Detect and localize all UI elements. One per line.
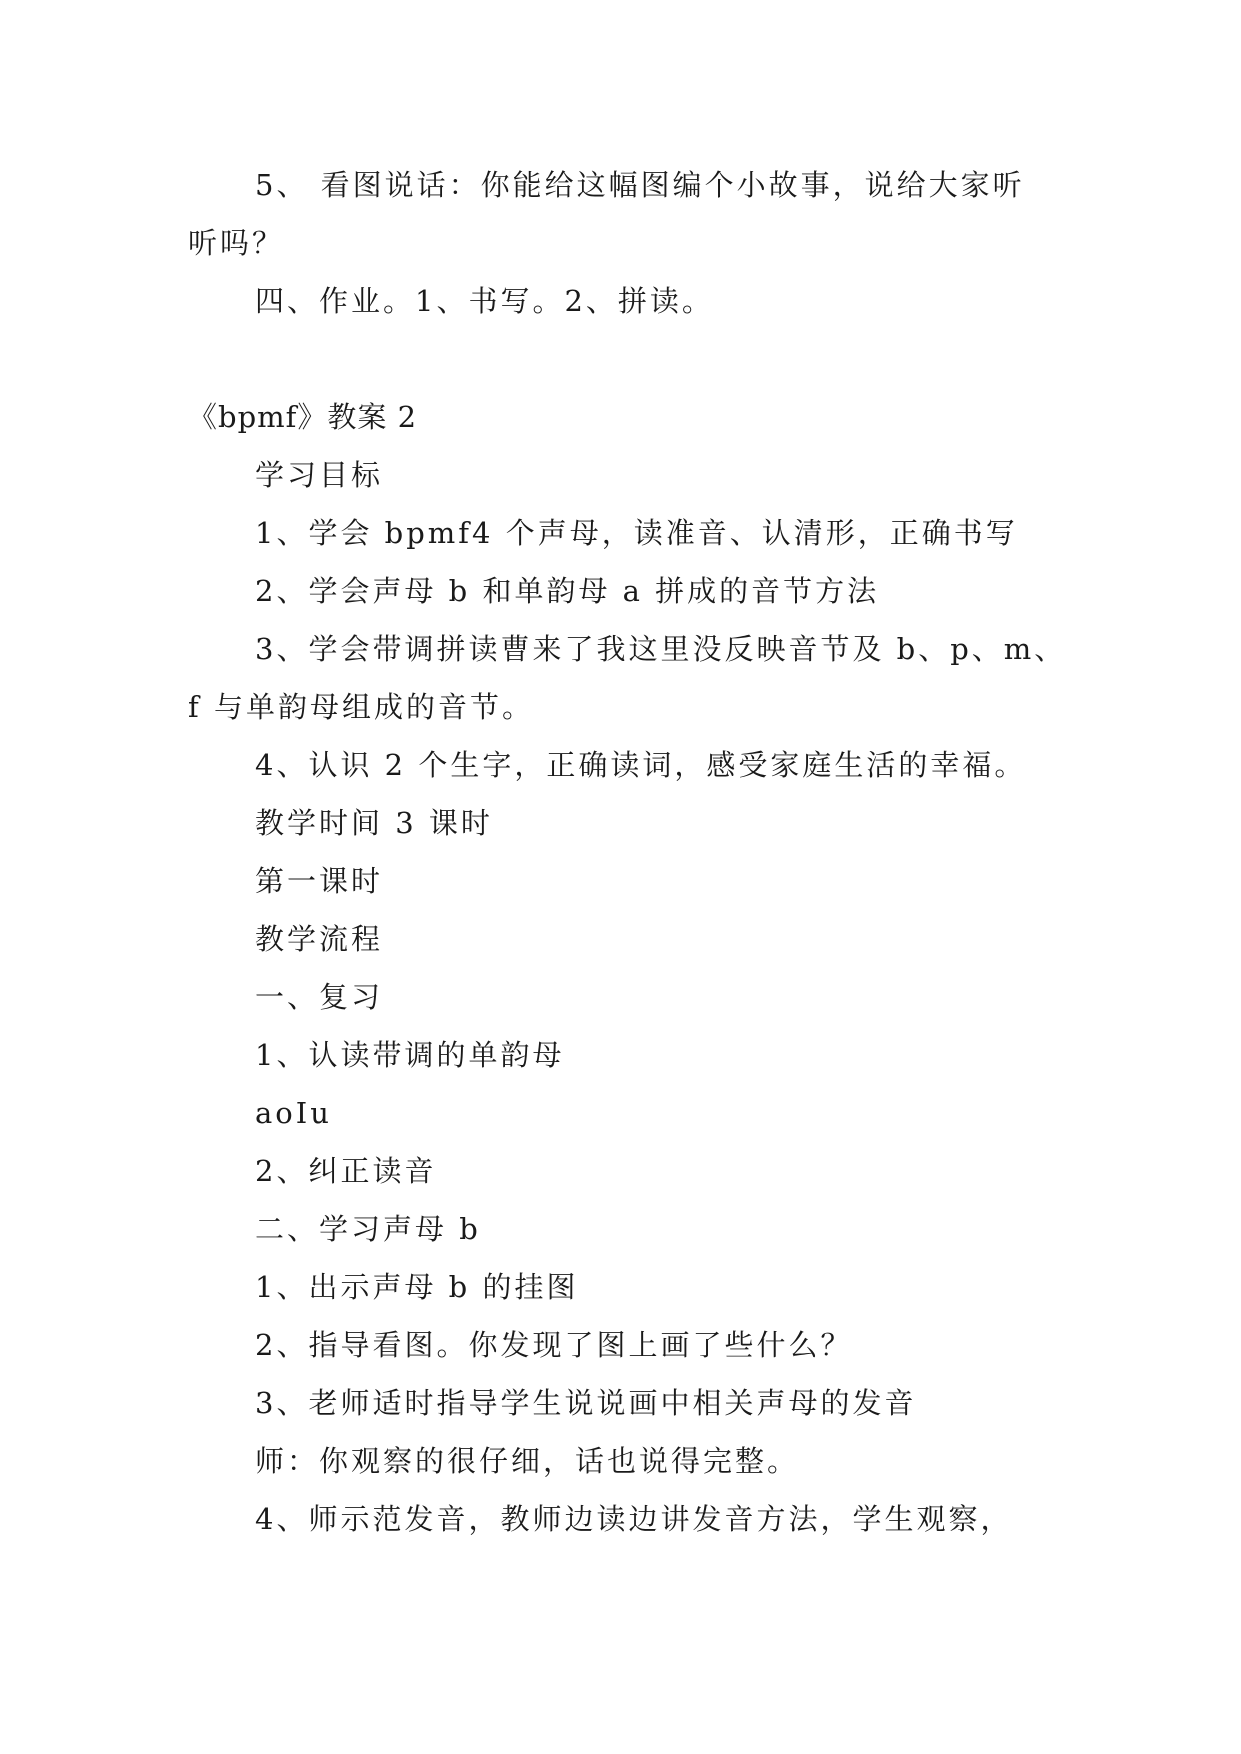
goal-item-4: 4、认识 2 个生字，正确读词，感受家庭生活的幸福。 xyxy=(255,748,1027,782)
teacher-comment: 师：你观察的很仔细，话也说得完整。 xyxy=(255,1444,800,1478)
section-title: 《bpmf》教案 2 xyxy=(188,400,418,434)
teaching-flow-heading: 教学流程 xyxy=(255,922,384,956)
review-item-1: 1、认读带调的单韵母 xyxy=(255,1038,565,1072)
paragraph-homework: 四、作业。1、书写。2、拼读。 xyxy=(255,284,714,318)
learn-b-heading: 二、学习声母 b xyxy=(255,1212,481,1246)
learn-b-item-3: 3、老师适时指导学生说说画中相关声母的发音 xyxy=(255,1386,917,1420)
goal-item-1: 1、学会 bpmf4 个声母，读准音、认清形，正确书写 xyxy=(255,516,1018,550)
goal-item-2: 2、学会声母 b 和单韵母 a 拼成的音节方法 xyxy=(255,574,880,608)
review-heading: 一、复习 xyxy=(255,980,384,1014)
goal-item-3-continued: f 与单韵母组成的音节。 xyxy=(188,690,534,724)
learn-b-item-1: 1、出示声母 b 的挂图 xyxy=(255,1270,579,1304)
paragraph-line-1: 5、 看图说话：你能给这幅图编个小故事，说给大家听 xyxy=(255,168,1025,202)
learning-goals-heading: 学习目标 xyxy=(255,458,384,492)
teaching-time: 教学时间 3 课时 xyxy=(255,806,493,840)
learn-b-item-4: 4、师示范发音，教师边读边讲发音方法，学生观察， xyxy=(255,1502,1013,1536)
goal-item-3: 3、学会带调拼读曹来了我这里没反映音节及 b、p、m、 xyxy=(255,632,1067,666)
learn-b-item-2: 2、指导看图。你发现了图上画了些什么？ xyxy=(255,1328,853,1362)
paragraph-line-2: 听吗？ xyxy=(188,226,285,260)
vowels-line: aoIu xyxy=(255,1096,332,1130)
first-lesson-heading: 第一课时 xyxy=(255,864,384,898)
review-item-2: 2、纠正读音 xyxy=(255,1154,437,1188)
